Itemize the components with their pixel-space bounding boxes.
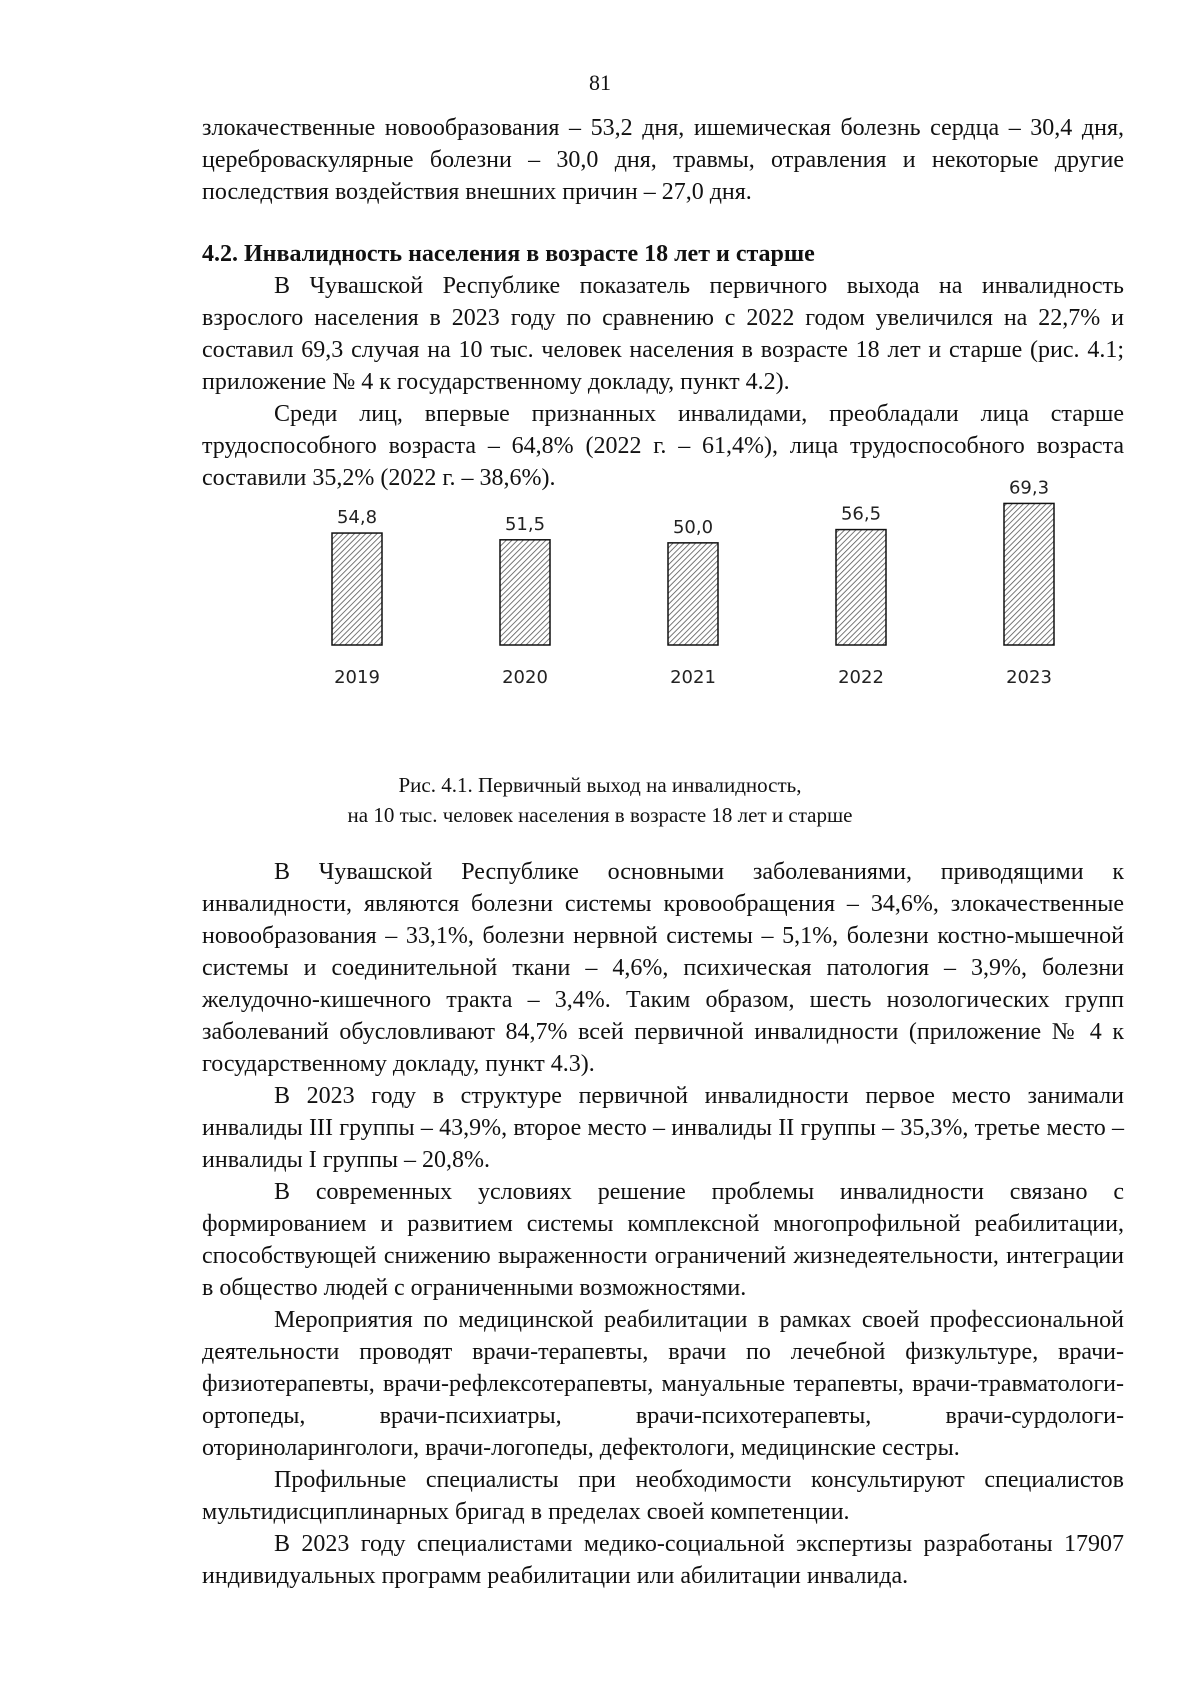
x-tick-label-2022: 2022 xyxy=(838,667,884,688)
caption-line-1: Рис. 4.1. Первичный выход на инвалидность, xyxy=(398,773,802,797)
bars-layer xyxy=(332,480,1054,688)
paragraph: Среди лиц, впервые признанных инвалидами, преобладали лица старше трудоспособного возраста – 64,8% (2022 г. – 61,4%), лица трудоспособного возраста составили 35,2% (2022 г. – 38,6%). xyxy=(202,401,1124,491)
paragraph: Мероприятия по медицинской реабилитации в рамках своей профессиональной деятельности проводят врачи-терапевты, врачи по лечебной физкультуре, врачи-физиотерапевты, врачи-рефлексотерапевты, мануальные терапевты, врачи-травматологи-ортопеды, врачи-психиатры, врачи-психотерапевты, врачи-сурдологи-оториноларингологи, врачи-логопеды, дефектологи, медицинские сестры. xyxy=(202,1307,1124,1461)
x-tick-label-2023: 2023 xyxy=(1006,667,1052,688)
paragraph: В 2023 году в структуре первичной инвалидности первое место занимали инвалиды III группы – 43,9%, второе место – инвалиды II группы – 35,3%, третье место – инвалиды I группы – 20,8%. xyxy=(202,1083,1124,1173)
bar-chart xyxy=(300,480,1080,710)
paragraph: злокачественные новообразования – 53,2 дня, ишемическая болезнь сердца – 30,4 дня, цереброваскулярные болезни – 30,0 дня, травмы, отравления и некоторые другие последствия воздействия внешних причин – 27,0 дня. xyxy=(202,115,1124,205)
bar-2022 xyxy=(836,530,886,645)
page-number: 81 xyxy=(589,70,611,95)
bar-2023 xyxy=(1004,503,1054,645)
bar-2021 xyxy=(668,543,718,645)
data-label-2020: 51,5 xyxy=(504,513,546,535)
bar-2019 xyxy=(332,533,382,645)
section-heading: 4.2. Инвалидность населения в возрасте 18 лет и старше xyxy=(202,241,815,267)
x-tick-label-2020: 2020 xyxy=(502,667,548,688)
paragraph-continuation xyxy=(202,112,1124,208)
paragraph: В 2023 году специалистами медико-социальной экспертизы разработаны 17907 индивидуальных программ реабилитации или абилитации инвалида. xyxy=(202,1531,1124,1589)
paragraph: В современных условиях решение проблемы инвалидности связано с формированием и развитием системы комплексной многопрофильной реабилитации, способствующей снижению выраженности ограничений жизнедеятельности, интеграции в общество людей с ограниченными возможностями. xyxy=(202,1179,1124,1301)
data-label-2023: 69,3 xyxy=(1008,480,1050,499)
caption-line-2: на 10 тыс. человек населения в возрасте 18 лет и старше xyxy=(347,803,853,827)
x-tick-label-2019: 2019 xyxy=(334,667,380,688)
data-label-2022: 56,5 xyxy=(840,503,882,525)
bar-2020 xyxy=(500,540,550,645)
body-text xyxy=(202,856,1124,1592)
section-4-2 xyxy=(202,238,1124,494)
data-label-2019: 54,8 xyxy=(336,507,378,529)
data-label-2021: 50,0 xyxy=(672,516,714,538)
paragraph: В Чувашской Республике основными заболеваниями, приводящими к инвалидности, являются болезни системы кровообращения – 34,6%, злокачественные новообразования – 33,1%, болезни нервной системы – 5,1%, болезни костно-мышечной системы и соединительной ткани – 4,6%, психическая патология – 3,9%, болезни желудочно-кишечного тракта – 3,4%. Таким образом, шесть нозологических групп заболеваний обусловливают 84,7% всей первичной инвалидности (приложение № 4 к государственному докладу, пункт 4.3). xyxy=(202,859,1124,1077)
figure-caption xyxy=(0,770,1200,830)
paragraph: В Чувашской Республике показатель первичного выхода на инвалидность взрослого населения в 2023 году по сравнению с 2022 годом увеличился на 22,7% и составил 69,3 случая на 10 тыс. человек населения в возрасте 18 лет и старше (рис. 4.1; приложение № 4 к государственному докладу, пункт 4.2). xyxy=(202,273,1124,395)
x-tick-label-2021: 2021 xyxy=(670,667,716,688)
paragraph: Профильные специалисты при необходимости консультируют специалистов мультидисциплинарных бригад в пределах своей компетенции. xyxy=(202,1467,1124,1525)
